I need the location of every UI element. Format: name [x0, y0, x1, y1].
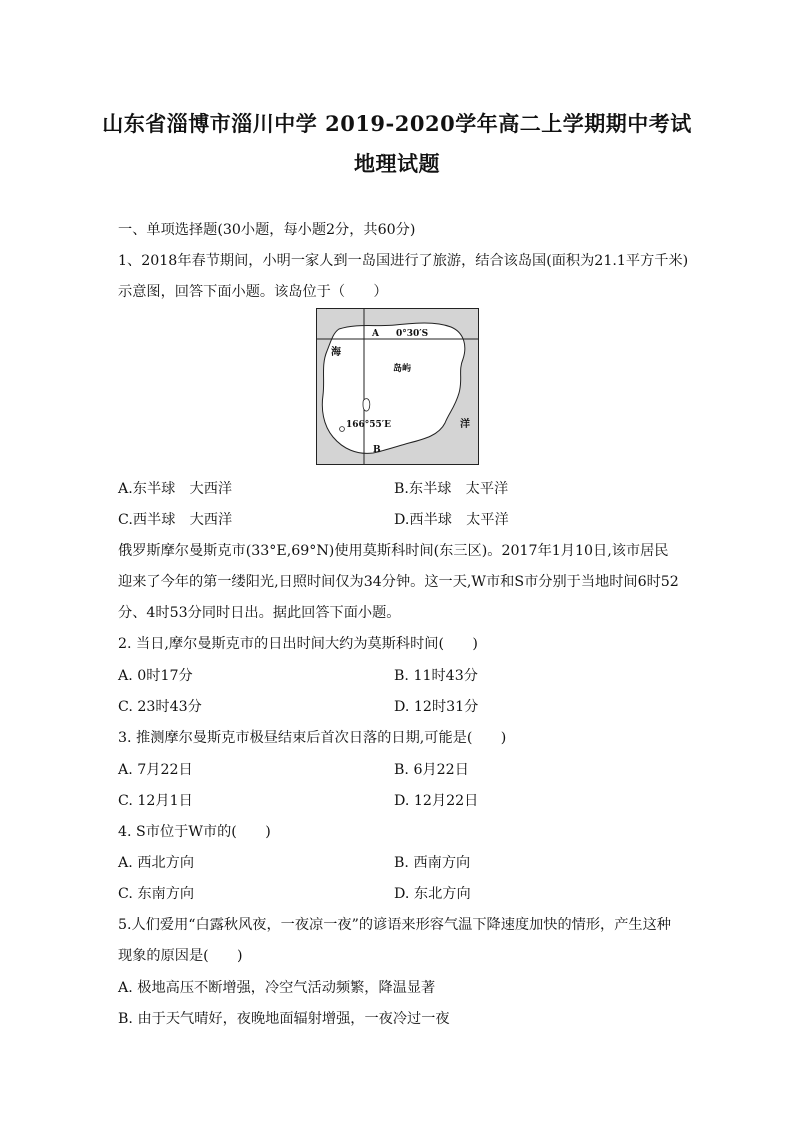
q5-option-a: A. 极地高压不断增强，冷空气活动频繁，降温显著: [118, 980, 436, 996]
q2-option-b: B. 11时43分: [394, 668, 478, 684]
passage-line2: 迎来了今年的第一缕阳光,日照时间仅为34分钟。这一天,W市和S市分别于当地时间6时52: [118, 574, 679, 590]
capital-marker: [340, 427, 345, 432]
q4-text: 4. S市位于W市的( ): [118, 824, 271, 840]
map-label-sea: 海: [331, 347, 341, 358]
map-label-a: A: [372, 329, 379, 339]
q4-option-d: D. 东北方向: [394, 886, 471, 902]
map-label-ocean: 洋: [460, 419, 470, 430]
map-label-b: B: [373, 445, 381, 455]
exam-title-line2: 地理试题: [354, 151, 440, 176]
passage-line3: 分、4时53分同时日出。据此回答下面小题。: [118, 605, 401, 621]
passage-line1: 俄罗斯摩尔曼斯克市(33°E,69°N)使用莫斯科时间(东三区)。2017年1月10日,该市居民: [118, 543, 669, 559]
q3-option-c: C. 12月1日: [118, 793, 193, 809]
map-label-latitude: 0°30′S: [396, 329, 429, 339]
q4-option-a: A. 西北方向: [118, 855, 195, 871]
map-label-longitude: 166°55′E: [346, 420, 392, 430]
q3-text: 3. 推测摩尔曼斯克市极昼结束后首次日落的日期,可能是( ): [118, 730, 507, 746]
q4-option-c: C. 东南方向: [118, 886, 195, 902]
island-shape: [322, 323, 465, 453]
q4-option-b: B. 西南方向: [394, 855, 471, 871]
q1-option-c: C.西半球 大西洋: [118, 512, 233, 528]
q3-option-a: A. 7月22日: [118, 762, 193, 778]
q5-text-line2: 现象的原因是( ): [118, 948, 243, 964]
q1-option-a: A.东半球 大西洋: [118, 481, 233, 497]
q3-option-d: D. 12月22日: [394, 793, 479, 809]
q1-text-line2: 示意图，回答下面小题。该岛位于（ ）: [118, 284, 388, 300]
q2-option-c: C. 23时43分: [118, 699, 202, 715]
q2-option-d: D. 12时31分: [394, 699, 479, 715]
q1-option-d: D.西半球 太平洋: [394, 512, 509, 528]
q5-text-line1: 5.人们爱用“白露秋风夜，一夜凉一夜”的谚语来形容气温下降速度加快的情形，产生这种: [118, 917, 671, 933]
section-heading: 一、单项选择题(30小题，每小题2分，共60分): [118, 222, 416, 238]
q1-option-b: B.东半球 太平洋: [394, 481, 509, 497]
lagoon-shape: [363, 399, 370, 411]
q5-option-b: B. 由于天气晴好，夜晚地面辐射增强，一夜冷过一夜: [118, 1011, 450, 1027]
exam-title-line1: 山东省淄博市淄川中学 2019-2020学年高二上学期期中考试: [102, 111, 692, 136]
map-label-island: 岛屿: [393, 364, 412, 374]
q3-option-b: B. 6月22日: [394, 762, 469, 778]
q1-text-line1: 1、2018年春节期间，小明一家人到一岛国进行了旅游，结合该岛国(面积为21.1平方千米): [118, 253, 689, 269]
island-map: [316, 308, 479, 465]
q2-option-a: A. 0时17分: [118, 668, 193, 684]
q2-text: 2. 当日,摩尔曼斯克市的日出时间大约为莫斯科时间( ): [118, 636, 478, 652]
